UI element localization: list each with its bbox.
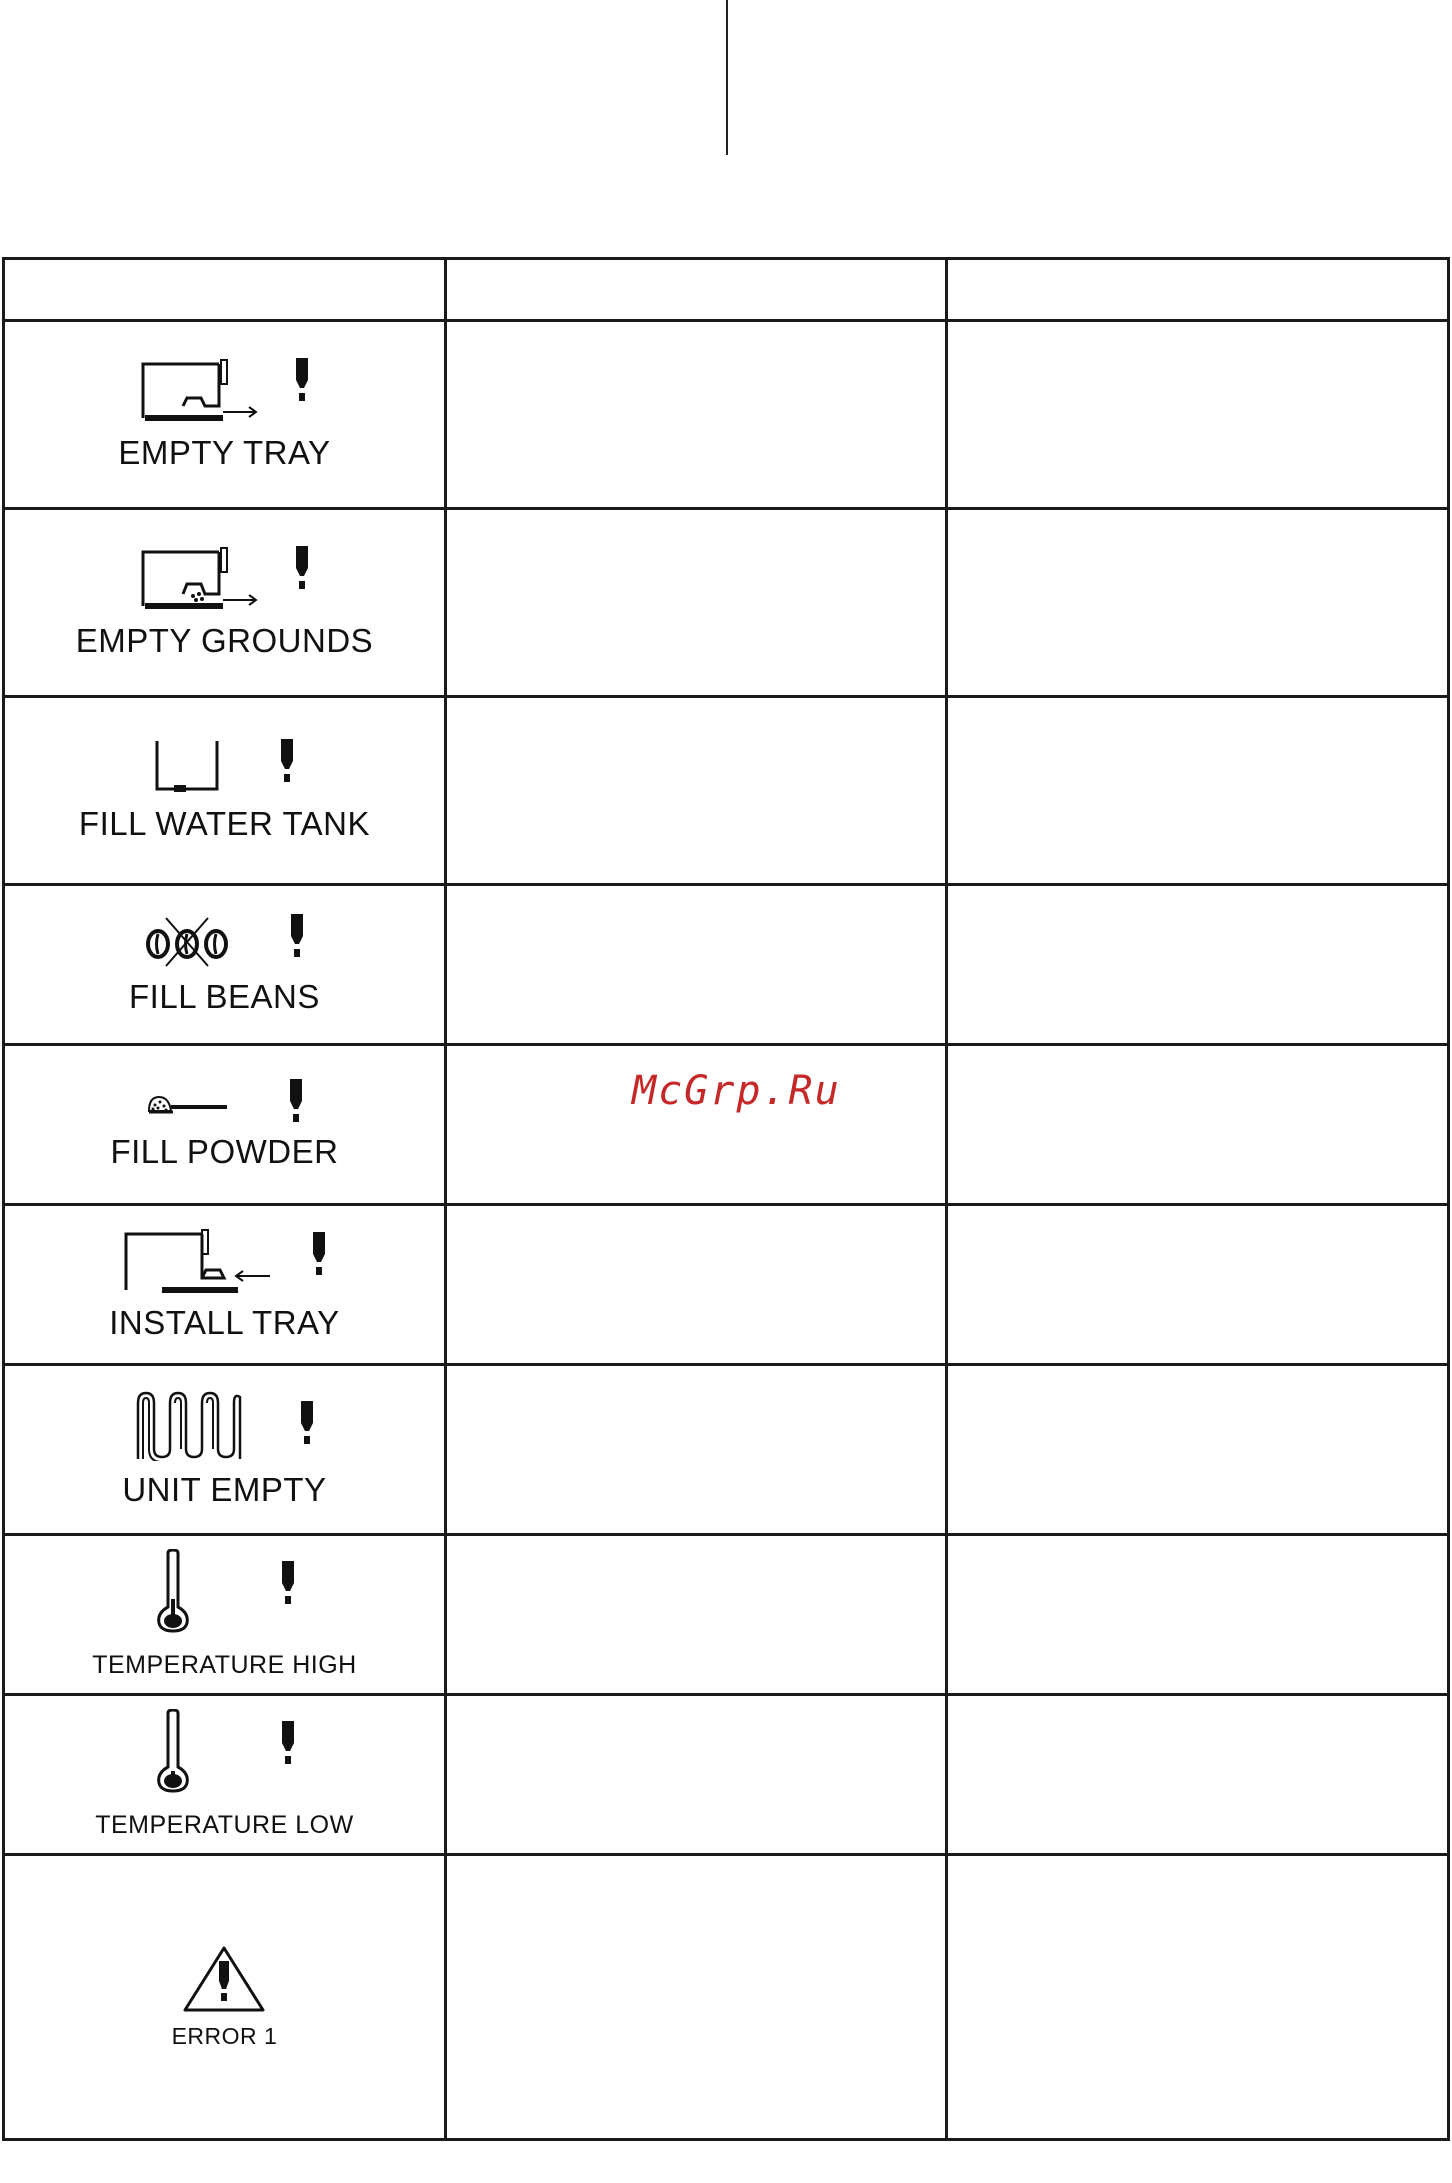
header-cell-3 [946,259,1448,321]
table-row [4,1365,1449,1535]
table-row [4,885,1449,1045]
message-label: EMPTY TRAY [118,433,331,471]
watermark-text: McGrp.Ru [632,1068,841,1114]
description-cell [445,1535,946,1695]
alert-mark-icon [312,1232,326,1276]
action-cell [946,1855,1448,2140]
alert-mark-icon [281,1561,295,1605]
table-row [4,1535,1449,1695]
table-row [4,697,1449,885]
message-cell [4,1535,446,1695]
message-cell [4,509,446,697]
table-row [4,1205,1449,1365]
description-cell [445,509,946,697]
table-header-row [4,259,1449,321]
action-cell [946,1205,1448,1365]
description-cell [445,321,946,509]
powder-scoop-icon [145,1087,229,1123]
message-cell [4,1045,446,1205]
message-label: INSTALL TRAY [109,1303,340,1341]
empty-tray-icon [139,358,259,424]
message-label: EMPTY GROUNDS [75,621,374,659]
message-label: ERROR 1 [171,2022,278,2049]
action-cell [946,1365,1448,1535]
beans-icon [144,916,230,968]
message-cell [4,1365,446,1535]
description-cell [445,697,946,885]
empty-grounds-icon [139,546,259,612]
thermometer-icon [153,1549,193,1633]
message-cell [4,885,446,1045]
table-row [4,1695,1449,1855]
message-label: TEMPERATURE LOW [95,1811,354,1839]
message-cell [4,321,446,509]
header-cell-1 [4,259,446,321]
message-label: UNIT EMPTY [122,1470,327,1508]
thermometer-icon [153,1709,193,1793]
alert-mark-icon [289,1079,303,1123]
message-label: FILL BEANS [129,977,320,1015]
top-divider-line [726,0,728,155]
message-label: FILL WATER TANK [78,804,370,842]
message-cell [4,1205,446,1365]
display-messages-table [2,257,1450,2141]
message-label: TEMPERATURE HIGH [92,1651,357,1679]
heater-coil-icon [134,1391,244,1461]
action-cell [946,1535,1448,1695]
action-cell [946,1045,1448,1205]
action-cell [946,1695,1448,1855]
table-row [4,1855,1449,2140]
description-cell [445,1855,946,2140]
water-tank-icon [154,739,220,795]
description-cell [445,1205,946,1365]
message-cell [4,1695,446,1855]
action-cell [946,321,1448,509]
message-cell [4,697,446,885]
alert-mark-icon [290,914,304,958]
action-cell [946,509,1448,697]
action-cell [946,885,1448,1045]
header-cell-2 [445,259,946,321]
warning-triangle-icon [182,1945,266,2013]
alert-mark-icon [295,358,309,402]
description-cell [445,1695,946,1855]
alert-mark-icon [295,546,309,590]
table-row [4,321,1449,509]
description-cell [445,1365,946,1535]
alert-mark-icon [281,1721,295,1765]
description-cell [445,885,946,1045]
message-cell [4,1855,446,2140]
message-label: FILL POWDER [110,1132,339,1170]
table-row [4,509,1449,697]
alert-mark-icon [280,739,294,783]
install-tray-icon [122,1228,272,1294]
alert-mark-icon [300,1401,314,1445]
action-cell [946,697,1448,885]
